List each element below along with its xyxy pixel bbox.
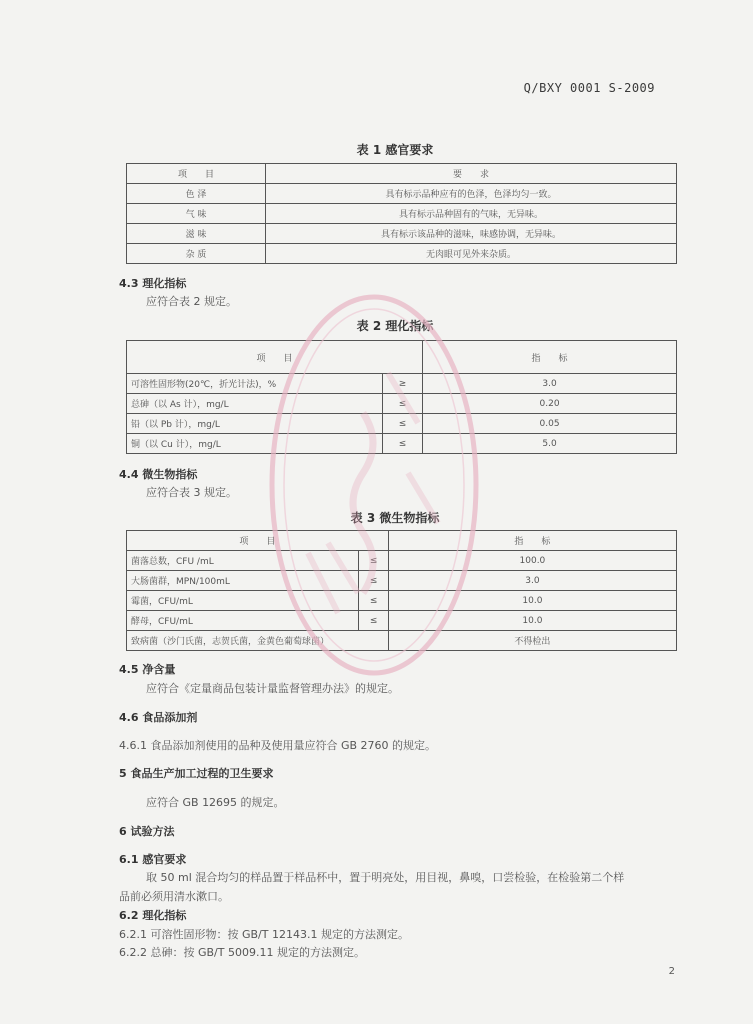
table3-cell: 致病菌（沙门氏菌，志贺氏菌，金黄色葡萄球菌） — [127, 631, 389, 651]
table1-cell: 具有标示品种固有的气味，无异味。 — [266, 204, 677, 224]
table-row — [127, 611, 677, 631]
table1-cell: 滋 味 — [127, 224, 266, 244]
table-row — [127, 244, 677, 264]
table2-op: ≤ — [382, 434, 422, 454]
section-6-2-heading: 6.2 理化指标 — [119, 909, 187, 922]
table1-header-req: 要 求 — [266, 164, 677, 184]
table1-sensory — [126, 163, 677, 264]
table3-op: ≤ — [359, 611, 388, 631]
table-row — [127, 571, 677, 591]
section-4-5-heading: 4.5 净含量 — [119, 663, 176, 676]
table3-cell: 酵母，CFU/mL — [127, 611, 359, 631]
table1-cell: 无肉眼可见外来杂质。 — [266, 244, 677, 264]
table2-op: ≤ — [382, 414, 422, 434]
table-row — [127, 394, 677, 414]
table1-cell: 杂 质 — [127, 244, 266, 264]
section-6-1-body-line1: 取 50 ml 混合均匀的样品置于样品杯中，置于明亮处，用目视，鼻嗅，口尝检验，在检验第二个样 — [146, 871, 625, 884]
section-5-body: 应符合 GB 12695 的规定。 — [146, 796, 285, 809]
section-6-2-2: 6.2.2 总砷：按 GB/T 5009.11 规定的方法测定。 — [119, 946, 365, 959]
table-row — [127, 531, 677, 551]
section-4-5-body: 应符合《定量商品包装计量监督管理办法》的规定。 — [146, 682, 399, 695]
table2-cell: 可溶性固形物(20℃，折光计法)，% — [127, 374, 383, 394]
table2-header-value: 指 标 — [423, 341, 677, 374]
table3-microbial — [126, 530, 677, 651]
table-row — [127, 184, 677, 204]
table3-op: ≤ — [359, 591, 388, 611]
section-4-3-body: 应符合表 2 规定。 — [146, 295, 237, 308]
table3-cell: 菌落总数，CFU /mL — [127, 551, 359, 571]
section-4-6-heading: 4.6 食品添加剂 — [119, 711, 198, 724]
table3-value: 100.0 — [388, 551, 676, 571]
page-number: 2 — [668, 966, 675, 977]
table-row — [127, 591, 677, 611]
table-row — [127, 414, 677, 434]
table-row — [127, 341, 677, 374]
table2-value: 3.0 — [423, 374, 677, 394]
table-row — [127, 631, 677, 651]
table3-op: ≤ — [359, 551, 388, 571]
table2-value: 0.20 — [423, 394, 677, 414]
table1-cell: 色 泽 — [127, 184, 266, 204]
table-row — [127, 164, 677, 184]
section-4-3-heading: 4.3 理化指标 — [119, 277, 187, 290]
table2-value: 0.05 — [423, 414, 677, 434]
table-row — [127, 374, 677, 394]
table1-cell: 具有标示该品种的滋味，味感协调，无异味。 — [266, 224, 677, 244]
section-5-heading: 5 食品生产加工过程的卫生要求 — [119, 767, 274, 780]
table2-physchem — [126, 340, 677, 454]
table2-header-item: 项 目 — [127, 341, 423, 374]
section-4-4-body: 应符合表 3 规定。 — [146, 486, 237, 499]
section-4-6-1: 4.6.1 食品添加剂使用的品种及使用量应符合 GB 2760 的规定。 — [119, 739, 437, 752]
table-row — [127, 551, 677, 571]
table-row — [127, 434, 677, 454]
table3-cell: 霉菌，CFU/mL — [127, 591, 359, 611]
section-6-2-1: 6.2.1 可溶性固形物：按 GB/T 12143.1 规定的方法测定。 — [119, 928, 409, 941]
table3-header-value: 指 标 — [388, 531, 676, 551]
table2-cell: 铅（以 Pb 计），mg/L — [127, 414, 383, 434]
table3-value: 10.0 — [388, 591, 676, 611]
table3-header-item: 项 目 — [127, 531, 389, 551]
table2-value: 5.0 — [423, 434, 677, 454]
table1-header-item: 项 目 — [127, 164, 266, 184]
table2-caption: 表 2 理化指标 — [356, 319, 434, 333]
table2-op: ≥ — [382, 374, 422, 394]
section-6-heading: 6 试验方法 — [119, 825, 175, 838]
table2-cell: 总砷（以 As 计），mg/L — [127, 394, 383, 414]
table2-cell: 铜（以 Cu 计），mg/L — [127, 434, 383, 454]
table1-cell: 具有标示品种应有的色泽，色泽均匀一致。 — [266, 184, 677, 204]
table-row — [127, 224, 677, 244]
table3-caption: 表 3 微生物指标 — [350, 511, 440, 525]
table2-op: ≤ — [382, 394, 422, 414]
table3-cell: 大肠菌群，MPN/100mL — [127, 571, 359, 591]
table3-value: 3.0 — [388, 571, 676, 591]
table-row — [127, 204, 677, 224]
table1-caption: 表 1 感官要求 — [356, 143, 434, 157]
table3-value: 不得检出 — [388, 631, 676, 651]
table3-op: ≤ — [359, 571, 388, 591]
table1-cell: 气 味 — [127, 204, 266, 224]
section-4-4-heading: 4.4 微生物指标 — [119, 468, 198, 481]
section-6-1-body-line2: 品前必须用清水漱口。 — [119, 890, 229, 903]
table3-value: 10.0 — [388, 611, 676, 631]
document-code: Q/BXY 0001 S-2009 — [523, 81, 655, 95]
section-6-1-heading: 6.1 感官要求 — [119, 853, 187, 866]
